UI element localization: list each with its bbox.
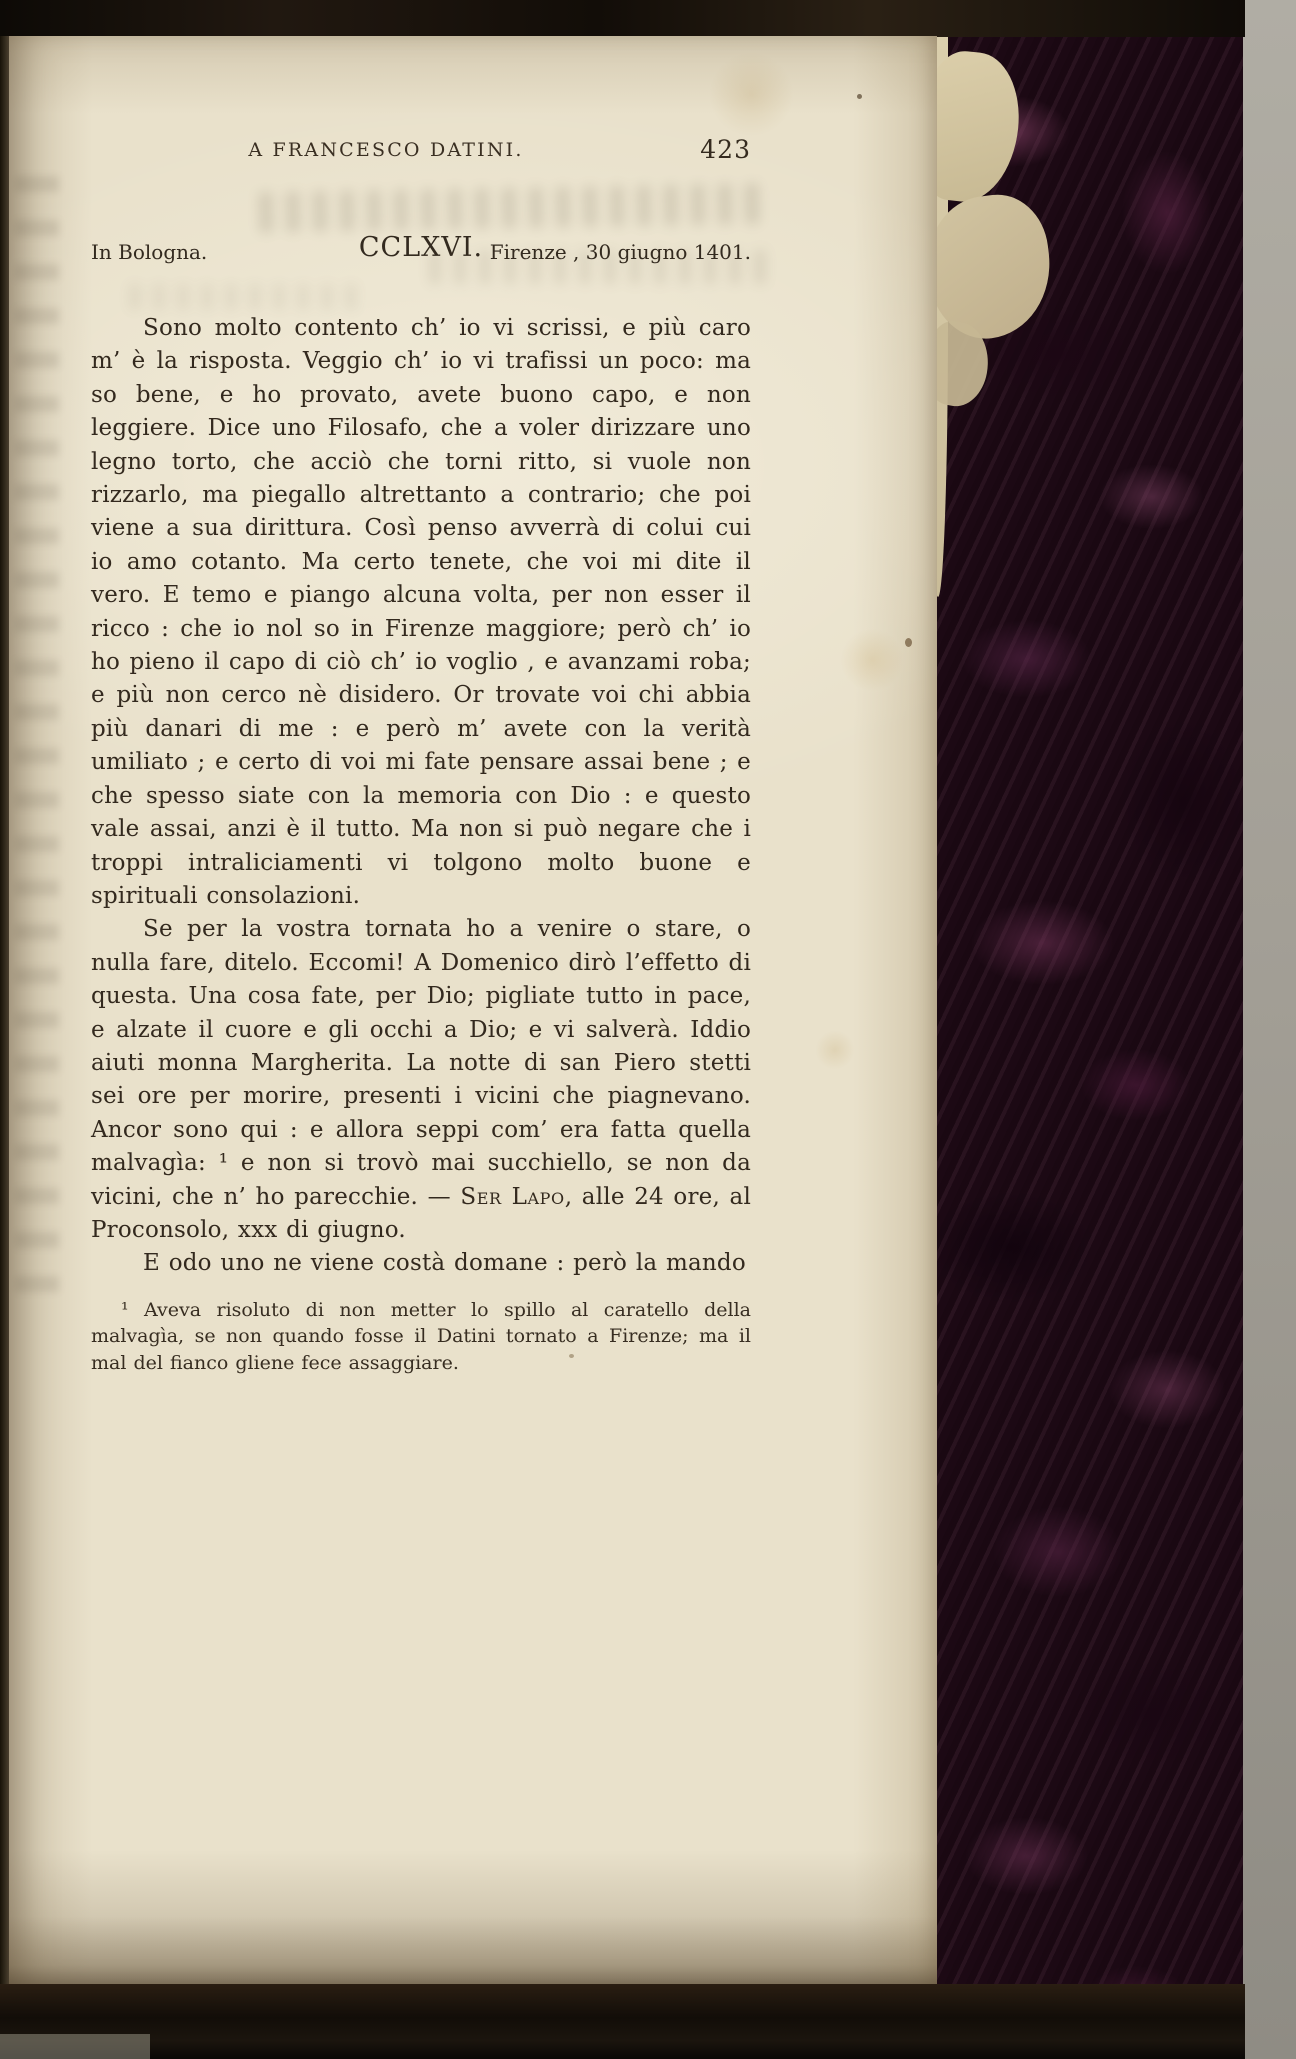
running-title: A FRANCESCO DATINI. [248,139,524,161]
paragraph [91,913,751,1247]
letter-date: Firenze , 30 giugno 1401. [489,240,751,264]
paragraph-text: Se per la vostra tornata ho a venire o stare, o nulla fare, ditelo. Eccomi! A Domenico dirò l’effetto di questa. Una cosa fate, per Dio; pigliate tutto in pace, e alzate il cuore e gli occhi a Dio; e vi salverà. Iddio aiuti monna Margherita. La notte di san Piero stetti sei ore per morire, presenti i vicini che piagnevano. Ancor sono qui : e allora seppi com’ era fatta quella malvagìa: ¹ e non si trovò mai succhiello, se non da vicini, che n’ ho parecchie. — [91,916,751,1210]
body-text [91,312,751,1281]
page-number: 423 [700,135,751,164]
page-bottom-shadow [9,1916,937,1986]
signature-name: Ser Lapo [460,1183,565,1210]
paragraph-text: , alle 24 ore, al Proconsolo, xxx di giugno. [91,1183,751,1243]
letter-number: CCLXVI. [358,232,484,263]
letter-body [91,312,751,1376]
bleedthrough-left-margin [15,176,59,1296]
running-header [91,135,751,171]
bleedthrough-smudge [129,284,369,310]
footnote: ¹ Aveva risoluto di non metter lo spillo al caratello della malvagìa, se non quando fosse il Datini tornato a Firenze; ma il mal del fianco gliene fece assaggiare. [91,1298,751,1374]
photo-backdrop-corner [0,2034,150,2059]
paragraph: E odo uno ne viene costà domane : però la mando [143,1250,746,1277]
book-left-edge [0,36,9,1986]
book-top-edge [0,0,1245,37]
paper-speck [905,638,912,647]
paper-speck [857,94,862,99]
photo-backdrop [1243,0,1296,2059]
dateline [91,232,751,274]
book-page [9,36,937,1986]
bleedthrough-smudge [259,184,770,233]
paragraph: Sono molto contento ch’ io vi scrissi, e più caro m’ è la risposta. Veggio ch’ io vi trafissi un poco: ma so bene, e ho provato, avete buono capo, e non leggiere. Dice uno Filosafo, che a voler dirizzare uno legno torto, che acciò che torni ritto, si vuole non rizzarlo, ma piegallo altrettanto a contrario; che poi viene a sua dirittura. Così penso avverrà di colui cui io amo cotanto. Ma certo tenete, che voi mi dite il vero. E temo e piango alcuna volta, per non esser il ricco : che io nol so in Firenze maggiore; però ch’ io ho pieno il capo di ciò ch’ io voglio , e avanzami roba; e più non cerco nè disidero. Or trovate voi chi abbia più danari di me : e però m’ avete con la verità umiliato ; e certo di voi mi fate pensare assai bene ; e che spesso siate con la memoria con Dio : e questo vale assai, anzi è il tutto. Ma non si può negare che i troppi intraliciamenti vi tolgono molto buone e spirituali consolazioni. [91,315,751,909]
place-from: In Bologna. [91,240,208,264]
book-bottom-edge [0,1984,1245,2059]
